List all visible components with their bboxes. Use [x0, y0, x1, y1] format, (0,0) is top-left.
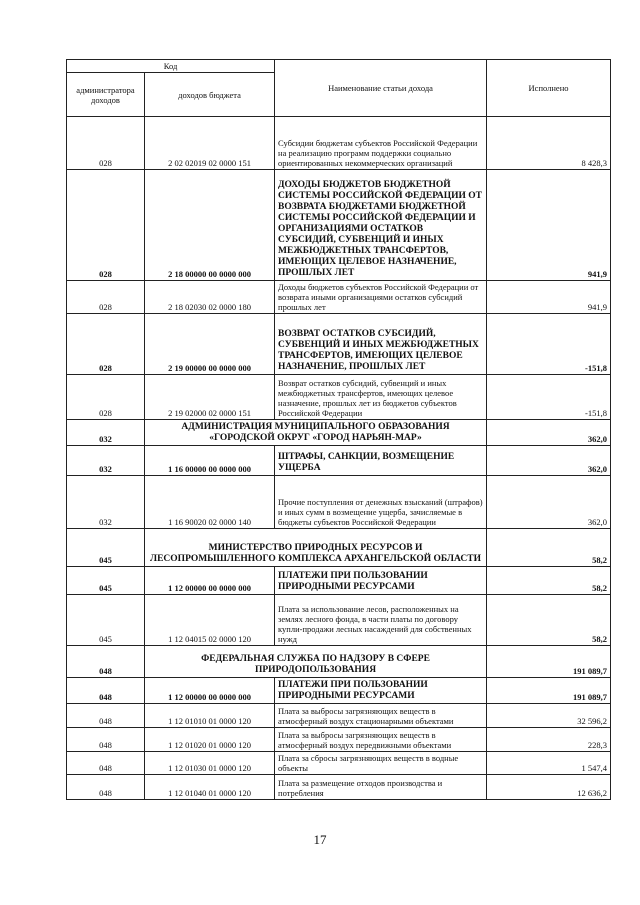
income-code-column-header: доходов бюджета — [145, 73, 275, 117]
admin-code-cell: 045 — [67, 529, 145, 567]
income-code-cell: 1 12 01030 01 0000 120 — [145, 752, 275, 775]
admin-code-cell: 032 — [67, 446, 145, 476]
table-row — [67, 117, 611, 170]
page-number: 17 — [313, 832, 327, 847]
income-name-cell: Плата за сбросы загрязняющих веществ в водные объекты — [275, 752, 487, 775]
income-name-cell: ДОХОДЫ БЮДЖЕТОВ БЮДЖЕТНОЙ СИСТЕМЫ РОССИЙСКОЙ ФЕДЕРАЦИИ ОТ ВОЗВРАТА БЮДЖЕТАМИ БЮДЖЕТНОЙ СИСТЕМЫ РОССИЙСКОЙ ФЕДЕРАЦИИ И ОРГАНИЗАЦИЯМИ ОСТАТКОВ СУБСИДИЙ, СУБВЕНЦИЙ И ИНЫХ МЕЖБЮДЖЕТНЫХ ТРАНСФЕРТОВ, ИМЕЮЩИХ ЦЕЛЕВОЕ НАЗНАЧЕНИЕ, ПРОШЛЫХ ЛЕТ — [275, 170, 487, 281]
amount-cell: 362,0 — [487, 446, 611, 476]
income-code-cell: 2 18 00000 00 0000 000 — [145, 170, 275, 281]
table-row — [67, 375, 611, 420]
code-group-header: Код — [67, 60, 275, 73]
table-row — [67, 567, 611, 595]
income-name-cell: ВОЗВРАТ ОСТАТКОВ СУБСИДИЙ, СУБВЕНЦИЙ И ИНЫХ МЕЖБЮДЖЕТНЫХ ТРАНСФЕРТОВ, ИМЕЮЩИХ ЦЕЛЕВОЕ НАЗНАЧЕНИЕ, ПРОШЛЫХ ЛЕТ — [275, 314, 487, 375]
table-row — [67, 775, 611, 800]
amount-cell: 12 636,2 — [487, 775, 611, 800]
table-row — [67, 646, 611, 678]
admin-code-cell: 028 — [67, 170, 145, 281]
admin-code-cell: 032 — [67, 420, 145, 446]
table-row — [67, 728, 611, 752]
admin-column-header: администратора доходов — [67, 73, 145, 117]
admin-code-cell: 048 — [67, 752, 145, 775]
amount-cell: -151,8 — [487, 314, 611, 375]
admin-code-cell: 028 — [67, 281, 145, 314]
admin-code-cell: 045 — [67, 595, 145, 646]
income-name-cell: Субсидии бюджетам субъектов Российской Федерации на реализацию программ поддержки социально ориентированных некоммерческих организаций — [275, 117, 487, 170]
table-row — [67, 170, 611, 281]
amount-cell: 362,0 — [487, 420, 611, 446]
table-row — [67, 420, 611, 446]
income-name-cell: ПЛАТЕЖИ ПРИ ПОЛЬЗОВАНИИ ПРИРОДНЫМИ РЕСУРСАМИ — [275, 678, 487, 704]
executed-column-header: Исполнено — [487, 60, 611, 117]
table-row — [67, 314, 611, 375]
table-row — [67, 281, 611, 314]
admin-code-cell: 028 — [67, 375, 145, 420]
income-name-cell: Плата за размещение отходов производства и потребления — [275, 775, 487, 800]
amount-cell: 362,0 — [487, 476, 611, 529]
admin-code-cell: 028 — [67, 314, 145, 375]
income-code-cell: 2 19 00000 00 0000 000 — [145, 314, 275, 375]
income-code-cell: 2 19 02000 02 0000 151 — [145, 375, 275, 420]
table-row — [67, 752, 611, 775]
income-code-cell: 1 12 01010 01 0000 120 — [145, 704, 275, 728]
income-name-cell: Плата за использование лесов, расположенных на землях лесного фонда, в части платы по договору купли-продажи лесных насаждений для собственных нужд — [275, 595, 487, 646]
amount-cell: 228,3 — [487, 728, 611, 752]
admin-code-cell: 048 — [67, 728, 145, 752]
organization-name-cell: МИНИСТЕРСТВО ПРИРОДНЫХ РЕСУРСОВ И ЛЕСОПРОМЫШЛЕННОГО КОМПЛЕКСА АРХАНГЕЛЬСКОЙ ОБЛАСТИ — [145, 529, 487, 567]
admin-code-cell: 048 — [67, 775, 145, 800]
table-row — [67, 595, 611, 646]
income-name-cell: Плата за выбросы загрязняющих веществ в атмосферный воздух стационарными объектами — [275, 704, 487, 728]
income-code-cell: 2 18 02030 02 0000 180 — [145, 281, 275, 314]
income-name-cell: ШТРАФЫ, САНКЦИИ, ВОЗМЕЩЕНИЕ УЩЕРБА — [275, 446, 487, 476]
amount-cell: 191 089,7 — [487, 646, 611, 678]
income-code-cell: 1 12 00000 00 0000 000 — [145, 567, 275, 595]
table-body — [67, 117, 611, 800]
amount-cell: 32 596,2 — [487, 704, 611, 728]
income-name-cell: Возврат остатков субсидий, субвенций и иных межбюджетных трансфертов, имеющих целевое назначение, прошлых лет из бюджетов субъектов Российской Федерации — [275, 375, 487, 420]
table-row — [67, 446, 611, 476]
income-name-cell: ПЛАТЕЖИ ПРИ ПОЛЬЗОВАНИИ ПРИРОДНЫМИ РЕСУРСАМИ — [275, 567, 487, 595]
admin-code-cell: 048 — [67, 646, 145, 678]
table-row — [67, 704, 611, 728]
income-code-cell: 1 12 00000 00 0000 000 — [145, 678, 275, 704]
table-row — [67, 678, 611, 704]
amount-cell: 1 547,4 — [487, 752, 611, 775]
name-column-header: Наименование статьи дохода — [275, 60, 487, 117]
income-code-cell: 1 16 90020 02 0000 140 — [145, 476, 275, 529]
amount-cell: 8 428,3 — [487, 117, 611, 170]
admin-code-cell: 028 — [67, 117, 145, 170]
income-code-cell: 1 16 00000 00 0000 000 — [145, 446, 275, 476]
amount-cell: 941,9 — [487, 170, 611, 281]
table-row — [67, 529, 611, 567]
amount-cell: 191 089,7 — [487, 678, 611, 704]
admin-code-cell: 045 — [67, 567, 145, 595]
admin-code-cell: 032 — [67, 476, 145, 529]
income-code-cell: 1 12 04015 02 0000 120 — [145, 595, 275, 646]
table-row — [67, 476, 611, 529]
amount-cell: -151,8 — [487, 375, 611, 420]
income-name-cell: Плата за выбросы загрязняющих веществ в атмосферный воздух передвижными объектами — [275, 728, 487, 752]
income-name-cell: Доходы бюджетов субъектов Российской Федерации от возврата иными организациями остатков субсидий прошлых лет — [275, 281, 487, 314]
organization-name-cell: ФЕДЕРАЛЬНАЯ СЛУЖБА ПО НАДЗОРУ В СФЕРЕ ПРИРОДОПОЛЬЗОВАНИЯ — [145, 646, 487, 678]
income-code-cell: 2 02 02019 02 0000 151 — [145, 117, 275, 170]
admin-code-cell: 048 — [67, 704, 145, 728]
organization-name-cell: АДМИНИСТРАЦИЯ МУНИЦИПАЛЬНОГО ОБРАЗОВАНИЯ «ГОРОДСКОЙ ОКРУГ «ГОРОД НАРЬЯН-МАР» — [145, 420, 487, 446]
amount-cell: 58,2 — [487, 567, 611, 595]
income-code-cell: 1 12 01040 01 0000 120 — [145, 775, 275, 800]
amount-cell: 58,2 — [487, 529, 611, 567]
amount-cell: 58,2 — [487, 595, 611, 646]
income-code-cell: 1 12 01020 01 0000 120 — [145, 728, 275, 752]
amount-cell: 941,9 — [487, 281, 611, 314]
income-table — [66, 59, 611, 800]
admin-code-cell: 048 — [67, 678, 145, 704]
income-name-cell: Прочие поступления от денежных взысканий (штрафов) и иных сумм в возмещение ущерба, зачисляемые в бюджеты субъектов Российской Федерации — [275, 476, 487, 529]
